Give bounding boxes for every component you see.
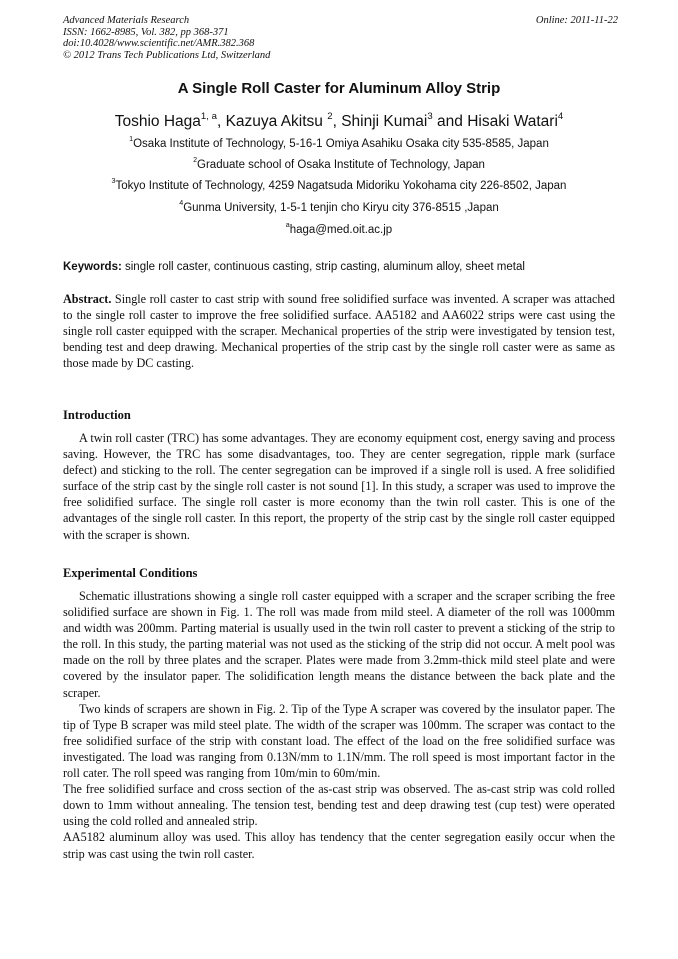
abstract-label: Abstract. — [63, 292, 112, 306]
author-name: Shinji Kumai — [341, 113, 428, 130]
affiliation-sup: 3 — [111, 177, 116, 186]
author-name: Hisaki Watari — [467, 113, 558, 130]
affiliation-text: Tokyo Institute of Technology, 4259 Nagatsuda Midoriku Yokohama city 226-8502, Japan — [115, 180, 567, 192]
abstract-text: Single roll caster to cast strip with sound free solidified surface was invented. A scraper was attached to the single roll caster to improve the free solidified surface. AA5182 and AA6022 strips were cast using the single roll caster equipped with the scraper. Mechanical properties of the strip were investigated by tension test, bending test and deep drawing. Mechanical properties of the strip cast by the single roll caster were as same as those made by DC casting. — [63, 292, 615, 371]
experimental-paragraph: AA5182 aluminum alloy was used. This alloy has tendency that the center segregation easily occur when the strip was cast using the twin roll caster. — [63, 830, 615, 861]
keywords-text: single roll caster, continuous casting, strip casting, aluminum alloy, sheet metal — [121, 261, 525, 273]
affiliation — [0, 156, 678, 171]
experimental-paragraph: Two kinds of scrapers are shown in Fig. 2. Tip of the Type A scraper was covered by the insulator paper. The tip of Type B scraper was mild steel plate. The width of the scraper was 100mm. The scraper was contact to the free solidified surface of the strip with constant load. The effect of the load on the free solidified surface was investigated. The load was ranging from 0.13N/mm to 1.1N/mm. The roll speed is most important factor in the roll cater. The roll speed was ranging from 10m/min to 60m/min. — [63, 701, 615, 781]
section-heading-experimental: Experimental Conditions — [63, 566, 198, 580]
journal-doi: doi:10.4028/www.scientific.net/AMR.382.368 — [63, 38, 255, 49]
affiliation-text: haga@med.oit.ac.jp — [289, 224, 393, 236]
introduction-paragraph: A twin roll caster (TRC) has some advantages. They are economy equipment cost, energy saving and process saving. However, the TRC has some disadvantages, too. They are center segregation, ripple mark (surface defect) and sticking to the roll. The center segregation can be improved if a single roll is used. A free solidified surface of the strip cast by the single roll caster is not sound [1]. In this study, a scraper was used to improve the free solidified surface. The single roll caster is more economy than the twin roll caster. This is one of the advantages of the single roll caster. In this report, the property of the strip cast by the single roll caster equipped with the scraper is shown. — [63, 431, 615, 542]
author-email — [0, 221, 678, 236]
experimental-body — [63, 588, 615, 862]
affiliation-text: Graduate school of Osaka Institute of Technology, Japan — [197, 159, 485, 171]
author-sup: 3 — [427, 110, 433, 122]
affiliation-text: Osaka Institute of Technology, 5-16-1 Omiya Asahiku Osaka city 535-8585, Japan — [133, 138, 549, 150]
author-sep: , — [216, 113, 226, 130]
journal-issn: ISSN: 1662-8985, Vol. 382, pp 368-371 — [63, 26, 229, 38]
author-sep: , — [332, 113, 342, 130]
experimental-paragraph: Schematic illustrations showing a single roll caster equipped with a scraper and the scraper scribing the free solidified surface are shown in Fig. 1. The roll was made from mild steel. A diameter of the roll was 1000mm and width was 200mm. Parting material is usually used in the twin roll caster to prevent a sticking of the strip to the roll. In this study, the parting material was not used as the sticking of the strip did not occur. A melt pool was made on the roll by three plates and the scraper. Plates were made from 3.2mm-thick mild steel plate and were covered by the insulator paper. The solidification length means the distance between the back plate and the scraper. — [63, 589, 615, 700]
journal-copyright: © 2012 Trans Tech Publications Ltd, Switzerland — [63, 49, 271, 61]
journal-header — [63, 15, 618, 61]
affiliation — [0, 135, 678, 150]
author-name: Toshio Haga — [114, 113, 201, 130]
affiliation-sup: 1 — [129, 135, 134, 144]
author-sup: 1, a — [200, 110, 217, 122]
experimental-paragraph: The free solidified surface and cross section of the as-cast strip was observed. The as-cast strip was cold rolled down to 1mm without annealing. The tension test, bending test and deep drawing test (cup test) were operated using the cold rolled and annealed strip. — [63, 782, 615, 829]
section-heading-introduction: Introduction — [63, 408, 131, 422]
author-sup: 2 — [327, 110, 333, 122]
journal-name: Advanced Materials Research — [63, 15, 190, 26]
keywords-label: Keywords: — [63, 261, 122, 273]
affiliation — [0, 199, 678, 214]
author-list — [0, 110, 678, 131]
author-name: Kazuya Akitsu — [225, 113, 328, 130]
keywords — [63, 261, 618, 273]
affiliation-text: Gunma University, 1-5-1 tenjin cho Kiryu city 376-8515 ,Japan — [183, 202, 499, 214]
abstract — [63, 291, 615, 371]
affiliation-sup: 4 — [179, 199, 184, 208]
affiliation-sup: 2 — [193, 156, 198, 165]
affiliation — [0, 177, 678, 192]
author-sep: and — [432, 113, 468, 130]
affiliation-sup: a — [285, 221, 290, 230]
paper-title: A Single Roll Caster for Aluminum Alloy Strip — [177, 80, 501, 97]
online-date: Online: 2011-11-22 — [535, 15, 618, 26]
author-sup: 4 — [557, 110, 564, 122]
